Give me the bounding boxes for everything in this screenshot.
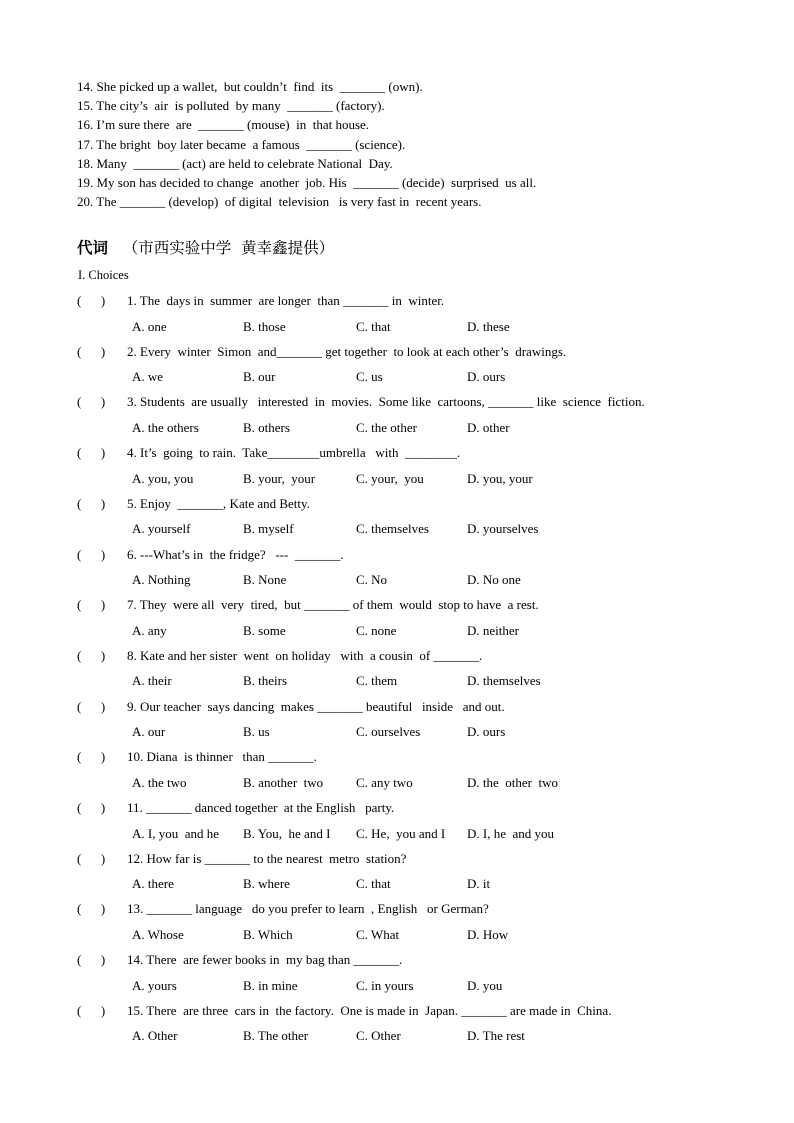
option-a[interactable]: A. our	[132, 724, 166, 740]
question-row	[77, 901, 489, 917]
option-d[interactable]: D. The rest	[467, 1028, 525, 1044]
answer-blank[interactable]: ( )	[77, 343, 106, 359]
answer-blank[interactable]: ( )	[77, 698, 106, 714]
option-b[interactable]: B. myself	[243, 521, 294, 537]
option-d[interactable]: D. ours	[467, 724, 506, 740]
option-c[interactable]: C. the other	[356, 419, 418, 435]
option-b[interactable]: B. where	[243, 876, 290, 892]
question-row	[77, 851, 406, 867]
option-d[interactable]: D. the other two	[467, 774, 558, 790]
option-b[interactable]: B. Which	[243, 926, 293, 942]
question-text: 8. Kate and her sister went on holiday with a cousin of _______.	[127, 647, 483, 663]
answer-blank[interactable]: ( )	[77, 901, 106, 917]
option-d[interactable]: D. you, your	[467, 470, 533, 486]
answer-blank[interactable]: ( )	[77, 850, 106, 866]
question-text: 9. Our teacher says dancing makes _______ beautiful inside and out.	[127, 698, 505, 714]
option-d[interactable]: D. neither	[467, 622, 519, 638]
answer-blank[interactable]: ( )	[77, 800, 106, 815]
option-d[interactable]: D. these	[467, 318, 510, 334]
option-c[interactable]: C. your, you	[356, 470, 424, 486]
option-a[interactable]: A. any	[132, 622, 167, 638]
option-a[interactable]: A. you, you	[132, 470, 194, 486]
option-d[interactable]: D. yourselves	[467, 521, 539, 537]
question-row	[77, 699, 505, 715]
option-b[interactable]: B. our	[243, 369, 276, 385]
option-a[interactable]: A. I, you and he	[132, 825, 220, 841]
option-b[interactable]: B. your, your	[243, 470, 316, 486]
section-title: 代词	[77, 239, 109, 257]
question-row	[77, 1003, 611, 1019]
option-c[interactable]: C. any two	[356, 774, 413, 790]
option-b[interactable]: B. None	[243, 572, 287, 587]
fill-in-item: 20. The _______ (develop) of digital television is very fast in recent years.	[77, 194, 482, 210]
answer-blank[interactable]: ( )	[77, 647, 106, 663]
question-text: 5. Enjoy _______, Kate and Betty.	[127, 495, 310, 511]
question-row	[77, 344, 566, 360]
option-b[interactable]: B. some	[243, 622, 286, 638]
option-d[interactable]: D. I, he and you	[467, 825, 555, 841]
question-text: 14. There are fewer books in my bag than _______.	[127, 952, 403, 968]
question-row	[77, 648, 482, 664]
option-d[interactable]: D. ours	[467, 369, 506, 385]
option-a[interactable]: A. yourself	[132, 521, 191, 537]
option-a[interactable]: A. there	[132, 876, 174, 892]
part-label: I. Choices	[78, 268, 129, 282]
section-heading	[77, 236, 334, 258]
option-b[interactable]: B. theirs	[243, 673, 288, 689]
question-text: 10. Diana is thinner than _______.	[127, 749, 317, 765]
question-text: 11. _______ danced together at the English party.	[127, 800, 395, 815]
answer-blank[interactable]: ( )	[77, 1002, 106, 1018]
option-a[interactable]: A. the two	[132, 774, 187, 790]
option-a[interactable]: A. Other	[132, 1028, 178, 1044]
option-a[interactable]: A. Whose	[132, 926, 184, 942]
question-text: 3. Students are usually interested in movies. Some like cartoons, _______ like science fiction.	[127, 394, 645, 410]
option-c[interactable]: C. that	[356, 318, 391, 334]
question-text: 1. The days in summer are longer than _______ in winter.	[127, 293, 445, 308]
question-row	[77, 749, 317, 765]
question-row	[77, 445, 460, 461]
question-text: 2. Every winter Simon and_______ get together to look at each other’s drawings.	[127, 343, 567, 359]
option-b[interactable]: B. others	[243, 419, 290, 435]
answer-blank[interactable]: ( )	[77, 445, 106, 461]
question-text: 4. It’s going to rain. Take________umbrella with ________.	[127, 445, 461, 461]
option-d[interactable]: D. you	[467, 977, 503, 993]
section-subtitle: （市西实验中学 黄幸鑫提供）	[122, 239, 335, 257]
answer-blank[interactable]: ( )	[77, 597, 106, 613]
option-d[interactable]: D. How	[467, 926, 509, 942]
fill-in-list	[77, 77, 536, 211]
fill-in-item: 17. The bright boy later became a famous _______ (science).	[77, 136, 406, 152]
answer-blank[interactable]: ( )	[77, 952, 106, 968]
option-a[interactable]: A. Nothing	[132, 572, 191, 587]
fill-in-item: 15. The city’s air is polluted by many _______ (factory).	[77, 98, 385, 114]
option-c[interactable]: C. that	[356, 876, 391, 892]
option-a[interactable]: A. their	[132, 673, 172, 689]
option-b[interactable]: B. The other	[243, 1028, 309, 1044]
option-d[interactable]: D. it	[467, 876, 491, 892]
question-text: 6. ---What’s in the fridge? --- _______.	[127, 546, 344, 562]
fill-in-item: 18. Many _______ (act) are held to celebrate National Day.	[77, 155, 393, 171]
question-row	[77, 597, 539, 613]
option-b[interactable]: B. those	[243, 318, 286, 334]
question-row	[77, 547, 344, 563]
question-row	[77, 952, 402, 968]
option-c[interactable]: C. No	[356, 572, 388, 587]
option-b[interactable]: B. You, he and I	[243, 825, 331, 841]
fill-in-item: 19. My son has decided to change another job. His _______ (decide) surprised us all.	[77, 174, 537, 190]
question-text: 7. They were all very tired, but _______ of them would stop to have a rest.	[127, 597, 539, 613]
option-c[interactable]: C. Other	[356, 1028, 401, 1044]
answer-blank[interactable]: ( )	[77, 749, 106, 765]
option-b[interactable]: B. us	[243, 724, 270, 740]
question-row	[77, 394, 645, 410]
option-c[interactable]: C. ourselves	[356, 724, 421, 740]
option-c[interactable]: C. us	[356, 369, 383, 385]
question-row	[77, 496, 310, 512]
option-d[interactable]: D. No one	[467, 572, 521, 587]
option-a[interactable]: A. the others	[132, 419, 199, 435]
option-c[interactable]: C. in yours	[356, 977, 414, 993]
question-row	[77, 293, 444, 309]
answer-blank[interactable]: ( )	[77, 293, 106, 308]
answer-blank[interactable]: ( )	[77, 495, 106, 511]
option-c[interactable]: C. themselves	[356, 521, 429, 537]
answer-blank[interactable]: ( )	[77, 394, 106, 410]
option-a[interactable]: A. yours	[132, 977, 177, 993]
option-b[interactable]: B. in mine	[243, 977, 298, 993]
answer-blank[interactable]: ( )	[77, 546, 106, 562]
option-d[interactable]: D. themselves	[467, 673, 541, 689]
option-c[interactable]: C. none	[356, 622, 397, 638]
question-row	[77, 800, 394, 816]
question-text: 15. There are three cars in the factory. One is made in Japan. _______ are made in China.	[127, 1002, 612, 1018]
option-c[interactable]: C. He, you and I	[356, 825, 446, 841]
fill-in-item: 16. I’m sure there are _______ (mouse) in that house.	[77, 117, 370, 133]
question-text: 13. _______ language do you prefer to learn , English or German?	[127, 901, 489, 917]
question-text: 12. How far is _______ to the nearest metro station?	[127, 850, 407, 866]
option-d[interactable]: D. other	[467, 419, 510, 435]
option-c[interactable]: C. them	[356, 673, 398, 689]
option-c[interactable]: C. What	[356, 926, 400, 942]
option-a[interactable]: A. we	[132, 369, 164, 385]
option-b[interactable]: B. another two	[243, 774, 324, 790]
option-a[interactable]: A. one	[132, 318, 167, 334]
fill-in-item: 14. She picked up a wallet, but couldn’t find its _______ (own).	[77, 79, 423, 94]
